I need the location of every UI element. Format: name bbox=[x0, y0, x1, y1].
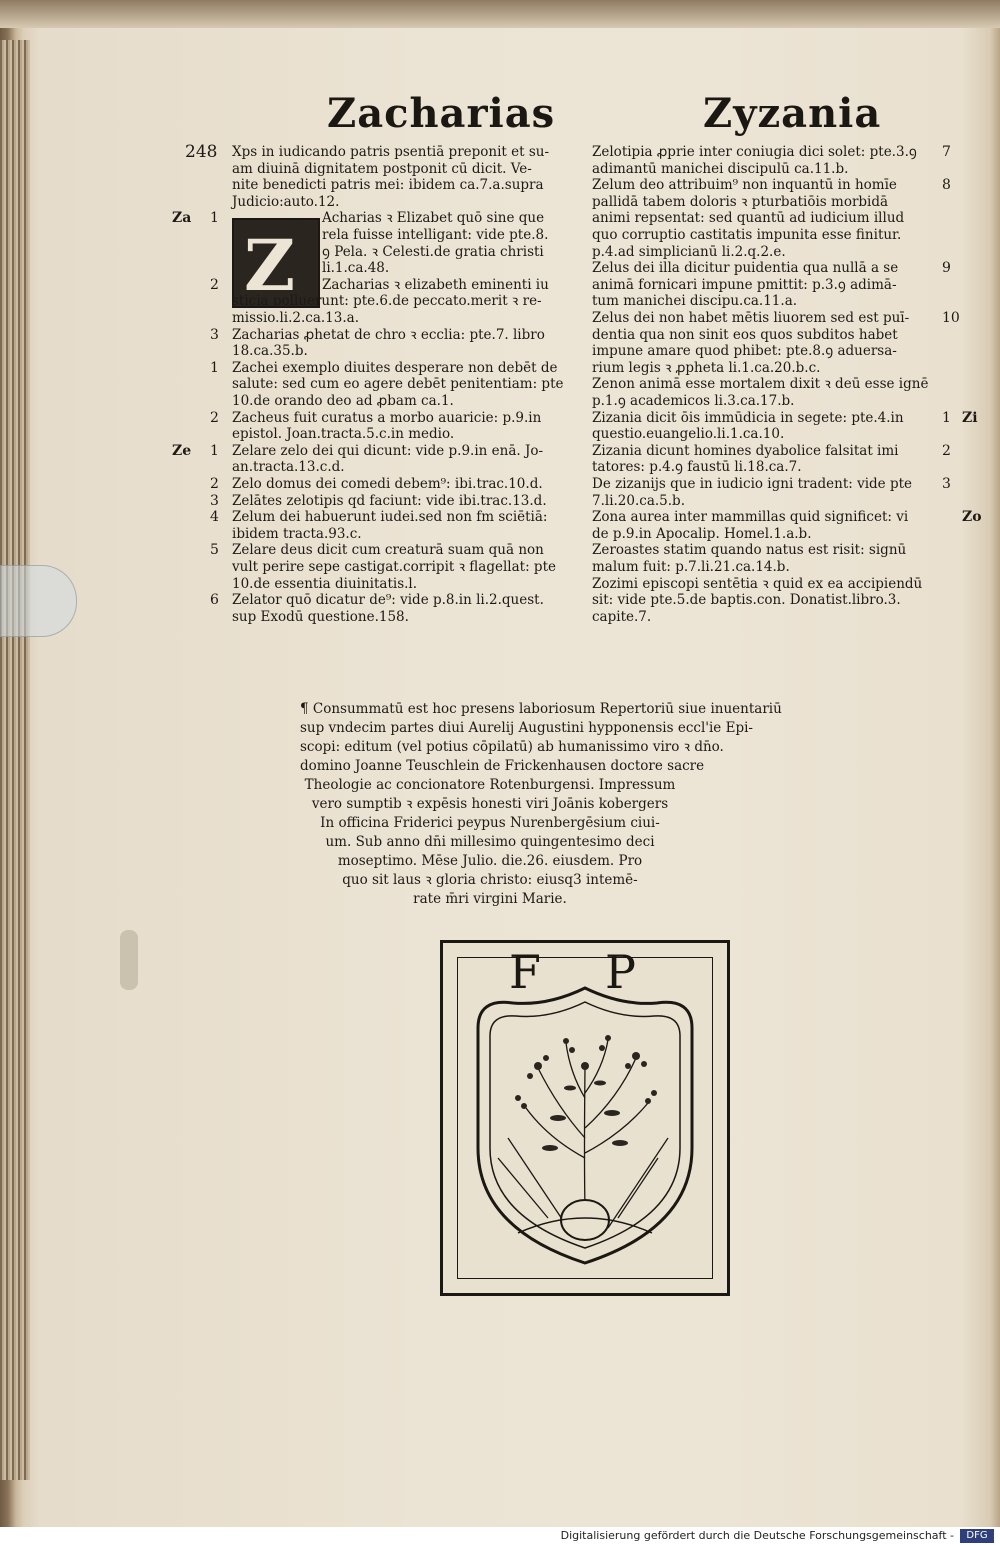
left-entry-line: salute: sed cum eo agere debēt penitentiam: pte bbox=[232, 376, 564, 393]
right-entry-line: Zelus dei illa dicitur puidentia qua nullā a se bbox=[592, 260, 899, 277]
left-entry-line: ibidem tracta.93.c. bbox=[232, 525, 362, 542]
page-number: 248 bbox=[185, 142, 218, 162]
left-entry-line: nite benedicti patris mei: ibidem ca.7.a.supra bbox=[232, 177, 544, 194]
right-entry-line: Zelum deo attribuim⁹ non inquantū in homīe bbox=[592, 177, 897, 194]
right-entry-line: capite.7. bbox=[592, 608, 652, 625]
left-entry-line: Zelare zelo dei qui dicunt: vide p.9.in enā. Jo- bbox=[232, 442, 544, 459]
right-entry-line: Zelus dei non habet mētis liuorem sed est puī- bbox=[592, 310, 910, 326]
right-entry-number: 10 bbox=[942, 310, 960, 326]
colophon-line: ¶ Consummatū est hoc presens laboriosum Repertoriū siue inuentariū bbox=[300, 701, 782, 717]
left-entry-number: 3 bbox=[210, 326, 219, 343]
left-entry-line: 10.de orando deo ad ꝓbam ca.1. bbox=[232, 393, 454, 409]
left-entry-line: Zacheus fuit curatus a morbo auaricie: p.9.in bbox=[232, 409, 542, 426]
colophon-line: scopi: editum (vel potius cōpilatū) ab humanissimo viro ꝛ dn̄o. bbox=[300, 739, 724, 755]
right-section-mark: Zo bbox=[962, 509, 982, 526]
left-entry-line: Acharias ꝛ Elizabet quō sine que bbox=[322, 210, 545, 227]
left-entry-line: an.tracta.13.c.d. bbox=[232, 459, 345, 476]
left-entry-line: Zelare deus dicit cum creaturā suam quā non bbox=[232, 542, 544, 559]
left-entry-line: sticia polluerunt: pte.6.de peccato.merit ꝛ re- bbox=[232, 293, 542, 310]
right-entry-line: tatores: p.4.ꝯ faustū li.18.ca.7. bbox=[592, 459, 802, 476]
left-entry-number: 3 bbox=[210, 492, 219, 509]
left-section-mark: Za bbox=[172, 210, 192, 227]
right-entry-line: de p.9.in Apocalip. Homel.1.a.b. bbox=[592, 525, 812, 542]
right-entry-line: De zizanijs que in iudicio igni tradent: vide pte bbox=[592, 476, 913, 492]
right-entry-line: dentia qua non sinit eos quos subditos habet bbox=[592, 326, 898, 343]
colophon-line: domino Joanne Teuschlein de Frickenhausen doctore sacre bbox=[300, 758, 705, 774]
paper-stain bbox=[120, 930, 138, 990]
left-entry-line: 10.de essentia diuinitatis.l. bbox=[232, 575, 418, 592]
bookmark-clip bbox=[0, 565, 77, 637]
right-entry-line: Zeroastes statim quando natus est risit: signū bbox=[592, 542, 907, 559]
left-entry-line: Judicio:auto.12. bbox=[232, 193, 340, 210]
shield-plant-image bbox=[458, 958, 712, 1278]
right-entry-line: 7.li.20.ca.5.b. bbox=[592, 492, 685, 509]
right-entry-line: quo corruptio castitatis impunita esse finitur. bbox=[592, 227, 902, 243]
right-entry-number: 1 bbox=[942, 409, 951, 426]
colophon-line: Theologie ac concionatore Rotenburgensi. Impressum bbox=[304, 777, 676, 793]
left-entry-line: am diuinā dignitatem postponit cū dicit. Ve- bbox=[232, 160, 532, 177]
right-entry-line: Zenon animā esse mortalem dixit ꝛ deū esse ignē bbox=[592, 376, 929, 393]
right-entry-line: Zona aurea inter mammillas quid significet: vi bbox=[592, 509, 909, 526]
left-entry-line: Zachei exemplo diuites desperare non debēt de bbox=[232, 359, 558, 376]
dfg-logo: DFG bbox=[960, 1529, 994, 1543]
right-entry-line: adimantū manichei discipulū ca.11.b. bbox=[592, 160, 849, 177]
page-stack-edge bbox=[0, 40, 30, 1480]
colophon bbox=[300, 700, 782, 909]
left-entry-number: 2 bbox=[210, 476, 219, 492]
right-entry-line: animi repsentat: sed quantū ad iudicium illud bbox=[592, 210, 905, 227]
left-entry-line: Xps in iudicando patris psentiā preponit et su- bbox=[232, 144, 550, 160]
right-entry-line: sit: vide pte.5.de baptis.con. Donatist.libro.3. bbox=[592, 592, 901, 609]
right-entry-line: Zelotipia ꝓprie inter coniugia dici solet: pte.3.ꝯ bbox=[592, 144, 917, 160]
header-left: Zacharias bbox=[327, 90, 556, 137]
left-entry-line: Zelum dei habuerunt iudei.sed non fm sciētiā: bbox=[232, 509, 548, 526]
footer-credit: Digitalisierung gefördert durch die Deutsche Forschungsgemeinschaft - bbox=[560, 1529, 954, 1542]
right-entry-line: Zizania dicunt homines dyabolice falsitat imi bbox=[592, 442, 899, 459]
right-entry-line: rium legis ꝛ ꝓpheta li.1.ca.20.b.c. bbox=[592, 359, 821, 376]
printer-mark-letter-right: P bbox=[605, 945, 636, 999]
drop-capital-letter: Z bbox=[244, 224, 296, 307]
colophon-line: vero sumptib ꝛ expēsis honesti viri Joānis kobergers bbox=[311, 796, 669, 812]
right-entry-line: questio.euangelio.li.1.ca.10. bbox=[592, 426, 785, 443]
printer-mark-frame bbox=[457, 957, 713, 1279]
right-entry-number: 7 bbox=[942, 144, 951, 160]
right-entry-number: 3 bbox=[942, 476, 951, 492]
left-entry-line: sup Exodū questione.158. bbox=[232, 608, 409, 625]
left-entry-line: li.1.ca.48. bbox=[322, 260, 390, 277]
left-entry-line: Zelator quō dicatur de⁹: vide p.8.in li.2.quest. bbox=[232, 592, 544, 609]
right-entry-number: 2 bbox=[942, 442, 951, 459]
colophon-line: um. Sub anno dn̄i millesimo quingentesimo deci bbox=[325, 834, 655, 850]
left-entry-number: 5 bbox=[210, 542, 219, 559]
left-entry-number: 1 bbox=[210, 359, 219, 376]
right-entry-line: p.4.ad simplicianū li.2.q.2.e. bbox=[592, 243, 786, 260]
left-entry-number: 2 bbox=[210, 409, 219, 426]
colophon-line: sup vndecim partes diui Aurelij Augustini hypponensis eccl'ie Epi- bbox=[300, 720, 753, 736]
right-entry-line: p.1.ꝯ academicos li.3.ca.17.b. bbox=[592, 393, 795, 409]
left-entry-line: vult perire sepe castigat.corripit ꝛ flagellat: pte bbox=[232, 559, 556, 575]
right-entry-number: 9 bbox=[942, 260, 951, 277]
right-entry-line: Zozimi episcopi sentētia ꝛ quid ex ea accipiendū bbox=[592, 575, 923, 592]
left-entry-line: missio.li.2.ca.13.a. bbox=[232, 310, 359, 326]
left-section-mark: Ze bbox=[172, 442, 192, 459]
right-entry-line: tum manichei discipu.ca.11.a. bbox=[592, 293, 798, 310]
left-entry-line: rela fuisse intelligant: vide pte.8. bbox=[322, 227, 549, 243]
book-top-edge bbox=[0, 0, 1000, 28]
digitization-footer bbox=[0, 1527, 1000, 1545]
header-right: Zyzania bbox=[703, 90, 882, 137]
left-entry-number: 1 bbox=[210, 210, 219, 227]
left-entry-line: 18.ca.35.b. bbox=[232, 343, 308, 360]
printer-mark-letter-left: F bbox=[509, 945, 541, 999]
left-entry-line: Zacharias ꝓhetat de chro ꝛ ecclia: pte.7. libro bbox=[232, 326, 545, 343]
colophon-line: In officina Friderici peypus Nurenbergēsium ciui- bbox=[320, 815, 660, 831]
left-entry-number: 6 bbox=[210, 592, 219, 609]
left-entry-line: Zelo domus dei comedi debem⁹: ibi.trac.10.d. bbox=[232, 476, 543, 492]
left-entry-line: Zacharias ꝛ elizabeth eminenti iu bbox=[322, 276, 549, 293]
left-entry-number: 2 bbox=[210, 276, 219, 293]
right-entry-line: Zizania dicit ōis immūdicia in segete: pte.4.in bbox=[592, 409, 904, 426]
colophon-line: rate m̄ri virgini Marie. bbox=[413, 891, 567, 907]
right-entry-line: animā fornicari impune pmittit: p.3.ꝯ adimā- bbox=[592, 276, 897, 293]
left-entry-number: 1 bbox=[210, 442, 219, 459]
printer-mark bbox=[440, 940, 730, 1296]
right-entry-line: pallidā tabem doloris ꝛ pturbatiōis morbidā bbox=[592, 193, 889, 210]
left-entry-number: 4 bbox=[210, 509, 219, 526]
left-entry-line: ꝯ Pela. ꝛ Celesti.de gratia christi bbox=[322, 243, 544, 260]
right-entry-line: impune amare quod phibet: pte.8.ꝯ aduersa- bbox=[592, 343, 897, 360]
colophon-line: quo sit laus ꝛ gloria christo: eiusq3 intemē- bbox=[342, 872, 638, 888]
right-entry-number: 8 bbox=[942, 177, 951, 194]
colophon-line: moseptimo. Mēse Julio. die.26. eiusdem. Pro bbox=[337, 853, 643, 869]
left-entry-line: epistol. Joan.tracta.5.c.in medio. bbox=[232, 426, 455, 443]
left-entry-line: Zelātes zelotipis qd faciunt: vide ibi.trac.13.d. bbox=[232, 492, 547, 509]
right-section-mark: Zi bbox=[962, 409, 978, 426]
right-entry-line: malum fuit: p.7.li.21.ca.14.b. bbox=[592, 559, 790, 575]
